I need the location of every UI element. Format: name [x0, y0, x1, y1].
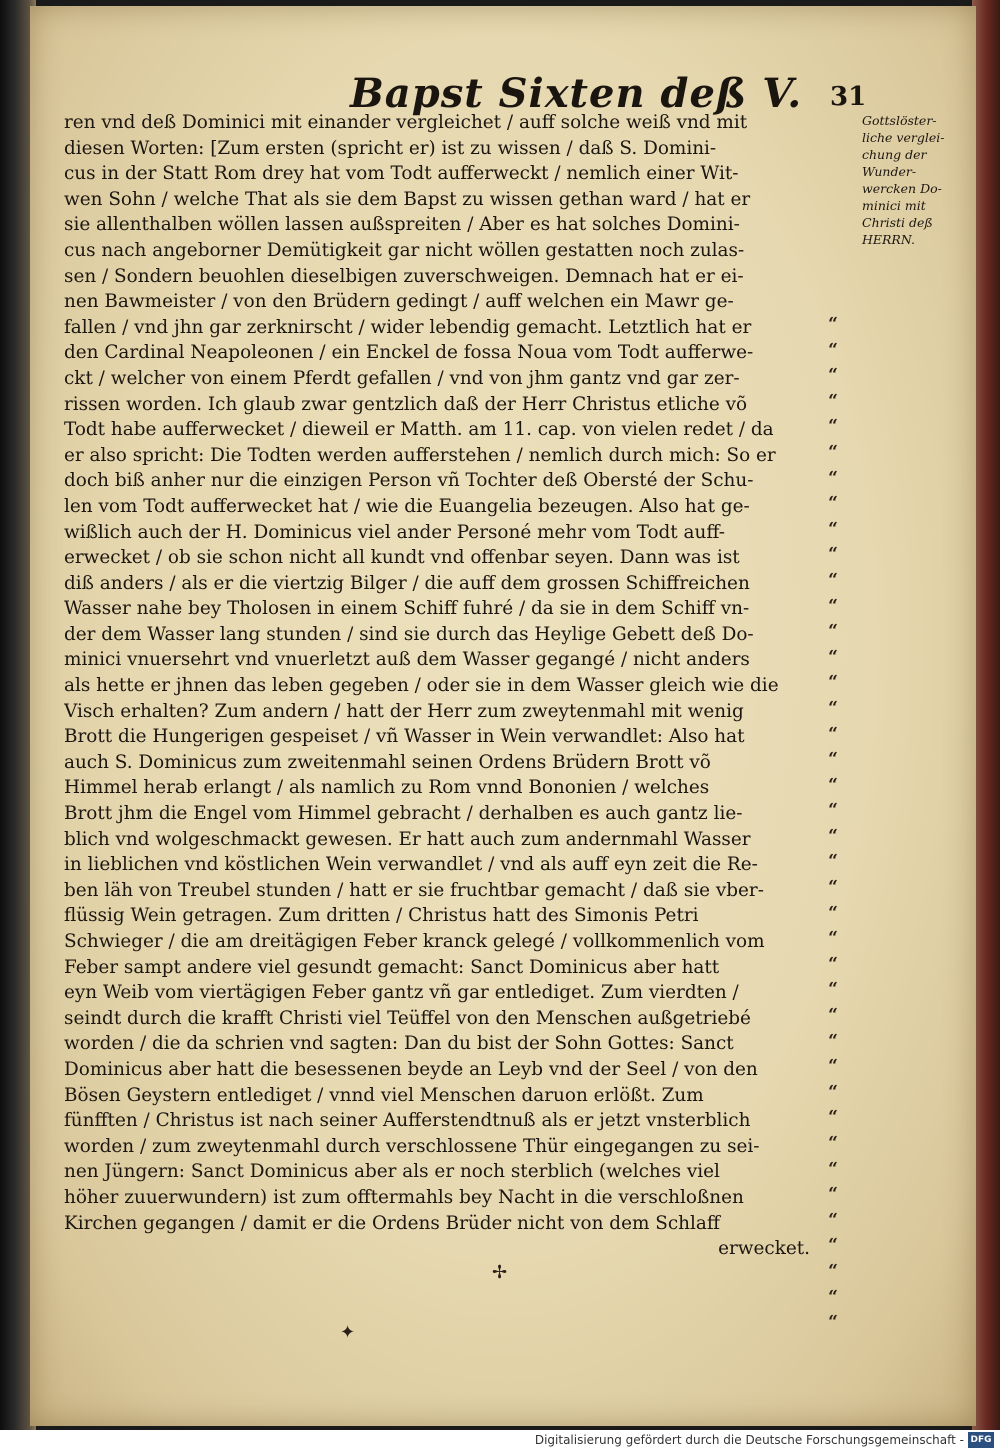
quote-mark: “	[828, 928, 838, 949]
text-line: cus nach angeborner Demütigkeit gar nicht wöllen gestatten noch zulas-	[64, 239, 745, 261]
text-line: Kirchen gegangen / damit er die Ordens Brüder nicht von dem Schlaff	[64, 1212, 720, 1234]
quote-mark: “	[828, 1312, 838, 1333]
text-line: Visch erhalten? Zum andern / hatt der Herr zum zweytenmahl mit wenig	[64, 700, 744, 722]
text-line: wen Sohn / welche That als sie dem Bapst zu wissen gethan ward / hat er	[64, 188, 751, 210]
text-line: er also spricht: Die Todten werden aufferstehen / nemlich durch mich: So er	[64, 444, 776, 466]
text-line: ben läh von Treubel stunden / hatt er sie fruchtbar gemacht / daß sie vber-	[64, 879, 764, 901]
quote-mark: “	[828, 723, 838, 744]
quote-mark: “	[828, 1005, 838, 1026]
footer-bar	[0, 1430, 1000, 1452]
marginal-note-line: HERRN.	[862, 232, 915, 247]
quote-mark: “	[828, 441, 838, 462]
quote-mark: “	[828, 1133, 838, 1153]
page-edge	[972, 0, 1000, 1430]
quote-mark: “	[828, 1158, 838, 1179]
quote-mark: “	[828, 774, 838, 795]
quote-mark: “	[828, 1030, 838, 1051]
text-line: diß anders / als er die viertzig Bilger / die auff dem grossen Schiffreichen	[64, 572, 750, 594]
text-line: Bösen Geystern entlediget / vnnd viel Menschen daruon erlößt. Zum	[64, 1084, 704, 1106]
text-line: den Cardinal Neapoleonen / ein Enckel de fossa Noua vom Todt aufferwe-	[64, 342, 754, 364]
page-number: 31	[830, 82, 867, 112]
quote-mark: “	[828, 646, 838, 667]
text-line: Brott die Hungerigen gespeiset / vñ Wasser in Wein verwandlet: Also hat	[64, 726, 745, 748]
running-title: Bapst Sixten deß V.	[350, 70, 803, 117]
text-line: seindt durch die krafft Christi viel Teüffel von den Menschen außgetriebé	[64, 1007, 751, 1029]
text-line: diesen Worten: [Zum ersten (spricht er) ist zu wissen / daß S. Domini-	[64, 137, 717, 159]
text-line: Wasser nahe bey Tholosen in einem Schiff fuhré / da sie in dem Schiff vn-	[64, 598, 750, 620]
quote-mark: “	[828, 749, 838, 770]
text-line: Schwieger / die am dreitägigen Feber kranck gelegé / vollkommenlich vom	[64, 931, 765, 952]
text-line: doch biß anher nur die einzigen Person vñ Tochter deß Obersté der Schu-	[64, 470, 754, 492]
text-line: höher zuuerwundern) ist zum offtermahls bey Nacht in die verschloßnen	[64, 1186, 744, 1208]
quote-mark: “	[828, 390, 838, 411]
marginal-note-line: Gottslöster-	[862, 113, 937, 128]
catchword: erwecket.	[718, 1238, 810, 1260]
text-line: rissen worden. Ich glaub zwar gentzlich daß der Herr Christus etliche võ	[64, 393, 748, 415]
text-line: len vom Todt aufferwecket hat / wie die Euangelia bezeugen. Also hat ge-	[64, 495, 750, 517]
printer-ornament-mark: ✢	[492, 1262, 508, 1283]
quote-mark: “	[828, 518, 838, 539]
text-line: erwecket / ob sie schon nicht all kundt vnd offenbar seyen. Dann was ist	[64, 547, 740, 569]
text-line: wißlich auch der H. Dominicus viel ander Personé mehr vom Todt auff-	[64, 521, 725, 543]
text-line: nen Bawmeister / von den Brüdern gedingt / auff welchen ein Mawr ge-	[64, 291, 734, 313]
quote-mark: “	[828, 569, 838, 590]
quote-mark: “	[828, 1107, 838, 1128]
marginal-note-line: liche verglei-	[862, 130, 945, 145]
text-line: Brott jhm die Engel vom Himmel gebracht / derhalben es auch gantz lie-	[64, 803, 743, 825]
quote-mark: “	[828, 1209, 838, 1230]
text-line: flüssig Wein getragen. Zum dritten / Christus hatt des Simonis Petri	[64, 905, 699, 927]
quotation-margin-marks	[818, 312, 848, 1336]
text-line: Himmel herab erlangt / als namlich zu Rom vnnd Bononien / welches	[64, 777, 710, 799]
quote-mark: “	[828, 1184, 838, 1205]
text-line: eyn Weib vom viertägigen Feber gantz vñ gar entlediget. Zum vierdten /	[64, 982, 739, 1004]
quote-mark: “	[828, 979, 838, 1000]
text-line: sie allenthalben wöllen lassen außspreiten / Aber es hat solches Domini-	[64, 214, 740, 236]
quote-mark: “	[828, 1286, 838, 1307]
marginal-note-line: Wunder-	[862, 164, 917, 179]
quote-mark: “	[828, 621, 838, 642]
quote-mark: “	[828, 365, 838, 386]
text-line: Dominicus aber hatt die besessenen beyde an Leyb vnd der Seel / von den	[64, 1058, 758, 1080]
marginal-note-line: Christi deß	[862, 215, 933, 230]
quote-mark: “	[828, 902, 838, 923]
text-line: ckt / welcher von einem Pferdt gefallen / vnd von jhm gantz vnd gar zer-	[64, 367, 740, 389]
quote-mark: “	[828, 851, 838, 872]
quote-mark: “	[828, 1260, 838, 1281]
text-line: in lieblichen vnd köstlichen Wein verwandlet / vnd als auff eyn zeit die Re-	[64, 854, 758, 876]
marginal-note-line: wercken Do-	[862, 181, 942, 196]
quote-mark: “	[828, 544, 838, 565]
text-line: auch S. Dominicus zum zweitenmahl seinen Ordens Brüdern Brott võ	[64, 751, 711, 773]
text-line: als hette er jhnen das leben gegeben / oder sie in dem Wasser gleich wie die	[64, 675, 779, 697]
text-line: Todt habe aufferwecket / dieweil er Matth. am 11. cap. von vielen redet / da	[64, 419, 774, 441]
marginal-note-line: minici mit	[862, 198, 926, 213]
text-line: cus in der Statt Rom drey hat vom Todt aufferweckt / nemlich einer Wit-	[64, 163, 739, 185]
quote-mark: “	[828, 493, 838, 514]
quote-mark: “	[828, 1056, 838, 1077]
funding-credit: Digitalisierung gefördert durch die Deutsche Forschungsgemeinschaft -	[534, 1433, 964, 1447]
quote-mark: “	[828, 416, 838, 437]
quote-mark: “	[828, 825, 838, 846]
text-line: fünfften / Christus ist nach seiner Aufferstendtnuß als er jetzt vnsterblich	[64, 1110, 751, 1132]
text-line: nen Jüngern: Sanct Dominicus aber als er noch sterblich (welches viel	[64, 1161, 720, 1183]
text-line: minici vnuersehrt vnd vnuerletzt auß dem Wasser gegangé / nicht anders	[64, 649, 750, 671]
text-line: blich vnd wolgeschmackt gewesen. Er hatt auch zum andernmahl Wasser	[64, 828, 751, 850]
text-line: fallen / vnd jhn gar zerknirscht / wider lebendig gemacht. Letztlich hat er	[64, 316, 752, 338]
quote-mark: “	[828, 953, 838, 974]
body-text	[64, 110, 816, 1262]
text-line: der dem Wasser lang stunden / sind sie durch das Heylige Gebett deß Do-	[64, 623, 754, 645]
dfg-logo: DFG	[968, 1432, 994, 1448]
marginal-note	[862, 112, 962, 248]
quote-mark: “	[828, 314, 838, 334]
quote-mark: “	[828, 1235, 838, 1256]
text-line: worden / zum zweytenmahl durch verschlossene Thür eingegangen zu sei-	[64, 1135, 760, 1157]
quote-mark: “	[828, 339, 838, 360]
quote-mark: “	[828, 467, 838, 488]
printer-ornament-mark: ✦	[340, 1322, 356, 1343]
text-line: sen / Sondern beuohlen dieselbigen zuverschweigen. Demnach hat er ei-	[64, 265, 744, 287]
text-line: worden / die da schrien vnd sagten: Dan du bist der Sohn Gottes: Sanct	[64, 1033, 734, 1055]
quote-mark: “	[828, 1081, 838, 1102]
text-line: Feber sampt andere viel gesundt gemacht: Sanct Dominicus aber hatt	[64, 956, 720, 978]
quote-mark: “	[828, 595, 838, 616]
quote-mark: “	[828, 672, 838, 693]
quote-mark: “	[828, 800, 838, 821]
quote-mark: “	[828, 697, 838, 718]
text-line: ren vnd deß Dominici mit einander vergleichet / auff solche weiß vnd mit	[64, 112, 748, 133]
marginal-note-line: chung der	[862, 147, 927, 162]
quote-mark: “	[828, 877, 838, 898]
